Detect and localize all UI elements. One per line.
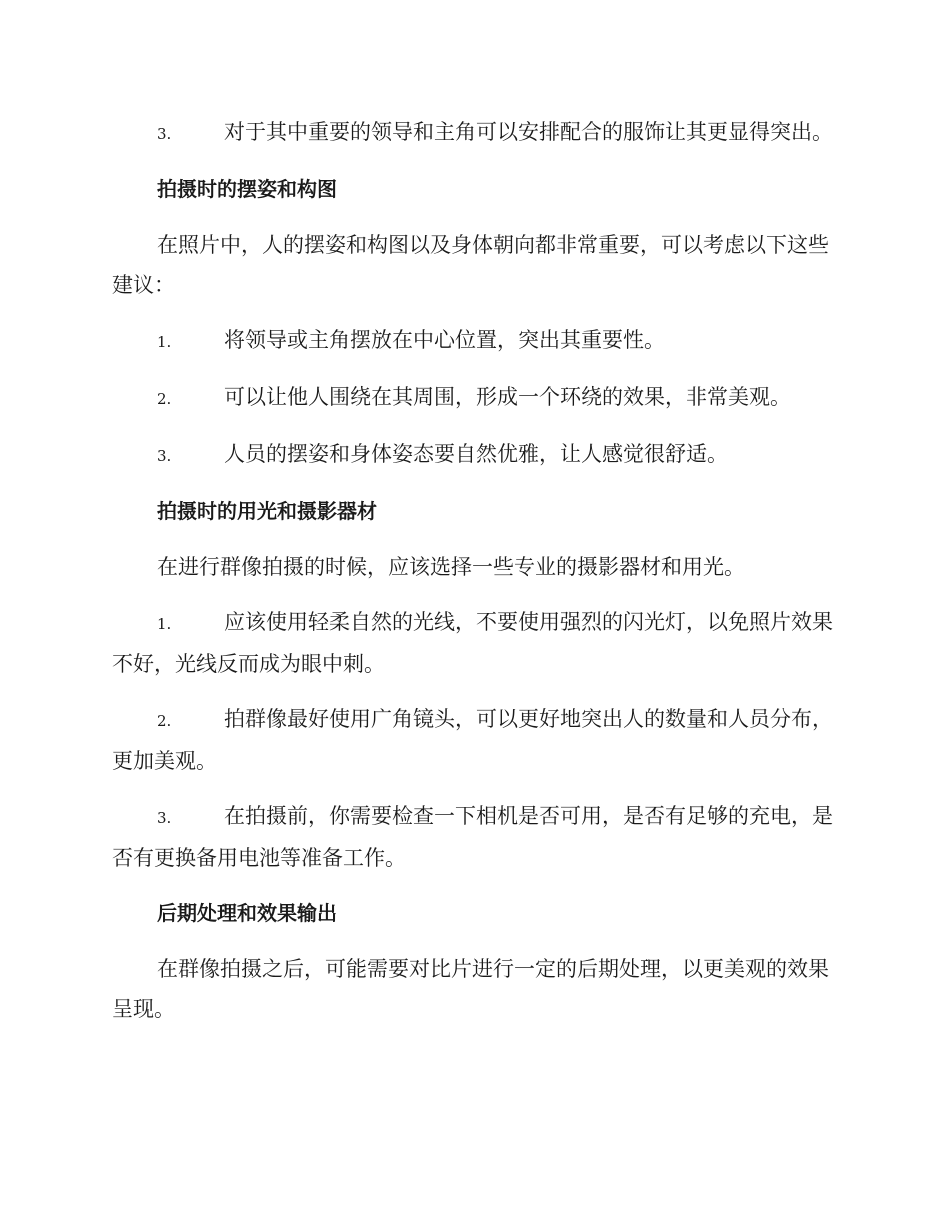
list-item	[112, 320, 834, 362]
paragraph: 在群像拍摄之后，可能需要对比片进行一定的后期处理，以更美观的效果呈现。	[112, 957, 829, 1021]
list-item	[112, 602, 834, 684]
list-text: 对于其中重要的领导和主角可以安排配合的服饰让其更显得突出。	[224, 120, 833, 144]
list-text: 拍群像最好使用广角镜头，可以更好地突出人的数量和人员分布，更加美观。	[112, 707, 833, 773]
list-text: 将领导或主角摆放在中心位置，突出其重要性。	[224, 328, 665, 352]
section-heading: 后期处理和效果输出	[157, 901, 337, 925]
list-number: 3.	[157, 809, 172, 827]
list-text: 应该使用轻柔自然的光线，不要使用强烈的闪光灯，以免照片效果不好，光线反而成为眼中刺。	[112, 610, 833, 676]
section-heading: 拍摄时的摆姿和构图	[157, 177, 337, 201]
list-item	[112, 699, 834, 781]
list-item	[112, 434, 834, 476]
paragraph: 在进行群像拍摄的时候，应该选择一些专业的摄影器材和用光。	[157, 555, 745, 579]
list-text: 人员的摆姿和身体姿态要自然优雅，让人感觉很舒适。	[224, 442, 728, 466]
list-item	[112, 377, 834, 419]
list-text: 可以让他人围绕在其周围，形成一个环绕的效果，非常美观。	[224, 385, 791, 409]
list-number: 1.	[157, 333, 172, 351]
list-item	[112, 796, 834, 878]
list-number: 2.	[157, 390, 172, 408]
list-number: 2.	[157, 712, 172, 730]
list-text: 在拍摄前，你需要检查一下相机是否可用，是否有足够的充电，是否有更换备用电池等准备工作。	[112, 804, 833, 870]
list-item	[112, 112, 834, 154]
paragraph: 在照片中，人的摆姿和构图以及身体朝向都非常重要，可以考虑以下这些建议：	[112, 233, 829, 297]
section-heading: 拍摄时的用光和摄影器材	[157, 499, 377, 523]
list-number: 3.	[157, 447, 172, 465]
list-number: 1.	[157, 615, 172, 633]
list-number: 3.	[157, 125, 172, 143]
